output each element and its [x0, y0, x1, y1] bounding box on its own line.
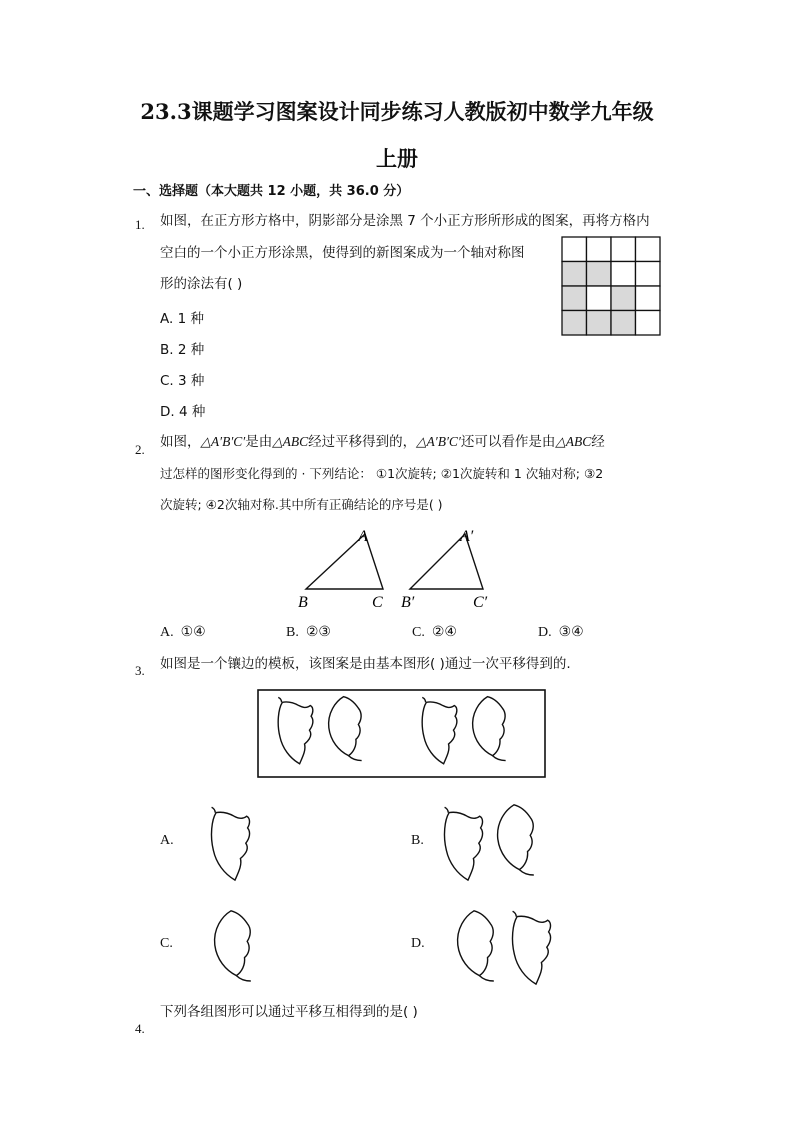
question-2-option-a[interactable]: A. ①④: [160, 625, 206, 640]
question-3-option-c-figure: [204, 905, 274, 990]
grid-cell-shaded: [587, 262, 612, 287]
option-b-leaf-1-stem: [445, 807, 449, 812]
question-2-option-d[interactable]: D. ③④: [538, 625, 584, 640]
grid-cell-shaded: [562, 311, 587, 336]
question-2-option-b[interactable]: B. ②③: [286, 625, 331, 640]
page-title-line2: 上册: [376, 146, 418, 171]
question-2-option-c[interactable]: C. ②④: [412, 625, 457, 640]
option-a-leaf-outline: [211, 812, 249, 880]
question-1-option-d[interactable]: D. 4 种: [160, 404, 206, 420]
option-a-leaf: [211, 807, 249, 880]
option-c-leaf: [215, 911, 251, 981]
option-c-leaf-outline: [215, 911, 251, 976]
question-3-option-c[interactable]: C.: [160, 936, 173, 951]
option-b-leaf-2: [498, 805, 534, 875]
grid-cell-shaded: [611, 311, 636, 336]
grid-cell-shaded: [562, 262, 587, 287]
grid-cell-blank: [587, 237, 612, 262]
question-2-line2: 过怎样的图形变化得到的 · 下列结论： ①1次旋转; ②1次旋转和 1 次轴对称; ③2: [160, 466, 604, 481]
question-3-option-b[interactable]: B.: [411, 833, 424, 848]
grid-cell-blank: [611, 237, 636, 262]
question-4-text: 下列各组图形可以通过平移互相得到的是( ): [160, 1004, 418, 1020]
leaf-b2: [473, 697, 506, 761]
section-header: 一、选择题（本大题共 12 小题，共 36.0 分）: [133, 184, 410, 199]
grid-cell-shaded: [611, 286, 636, 311]
question-1-number: 1.: [135, 217, 145, 232]
option-c-leaf-stem: [236, 976, 250, 981]
leaf-b1: [329, 697, 362, 761]
question-3-text: 如图是一个镶边的模板，该图案是由基本图形( )通过一次平移得到的.: [160, 656, 571, 672]
triangle-abc: [306, 534, 383, 589]
question-1-line2: 空白的一个小正方形涂黑，使得到的新图案成为一个轴对称图: [160, 245, 525, 261]
question-1-line3: 形的涂法有( ): [160, 276, 243, 292]
grid-cell-blank: [562, 237, 587, 262]
grid-cell-shaded: [587, 311, 612, 336]
leaf-b1-outline: [329, 697, 362, 756]
question-2-triangles-figure: [290, 520, 510, 620]
option-b-leaf-1-outline: [444, 812, 482, 880]
grid-cell-blank: [636, 237, 661, 262]
question-2-line1: 如图，△A′B′C′是由△ABC经过平移得到的，△A′B′C′还可以看作是由△ABC经: [160, 434, 605, 450]
question-3-number: 3.: [135, 663, 145, 678]
template-frame: [258, 690, 545, 777]
grid-cell-blank: [636, 311, 661, 336]
option-b-leaf-1: [444, 807, 482, 880]
question-1-option-a[interactable]: A. 1 种: [160, 311, 204, 327]
question-1-grid-figure: [561, 236, 661, 337]
option-d-leaf-1: [458, 911, 494, 981]
leaf-a2-stem: [422, 697, 425, 702]
option-a-leaf-stem: [212, 807, 216, 812]
question-2-line3: 次旋转; ④2次轴对称.其中所有正确结论的序号是( ): [160, 497, 443, 512]
label-a-prime: A′: [460, 528, 474, 545]
option-d-leaf-2-stem: [513, 911, 517, 916]
label-a: A: [358, 528, 368, 545]
page-title: 23.3课题学习图案设计同步练习人教版初中数学九年级: [140, 99, 654, 124]
leaf-b2-outline: [473, 697, 506, 756]
question-3-option-b-figure: [437, 803, 557, 888]
grid-cell-blank: [636, 286, 661, 311]
leaf-a1-outline: [278, 702, 313, 764]
option-b-leaf-2-outline: [498, 805, 534, 870]
question-1-line1: 如图，在正方形方格中，阴影部分是涂黑 7 个小正方形所形成的图案，再将方格内: [160, 213, 650, 229]
grid-cell-blank: [611, 262, 636, 287]
leaf-a1: [278, 697, 313, 763]
label-c-prime: C′: [473, 594, 488, 611]
option-d-leaf-1-outline: [458, 911, 494, 976]
question-3-option-d-figure: [447, 905, 567, 990]
grid-cell-blank: [587, 286, 612, 311]
grid-cell-blank: [636, 262, 661, 287]
option-d-leaf-2-outline: [512, 916, 550, 984]
leaf-a2-outline: [422, 702, 457, 764]
leaf-pattern: [278, 697, 505, 764]
question-3-option-a[interactable]: A.: [160, 833, 174, 848]
question-4-number: 4.: [135, 1021, 145, 1036]
question-1-option-b[interactable]: B. 2 种: [160, 342, 205, 358]
option-b-leaf-2-stem: [519, 870, 533, 875]
question-3-option-a-figure: [200, 803, 270, 888]
leaf-b1-stem: [349, 756, 362, 761]
question-2-number: 2.: [135, 442, 145, 457]
question-3-border-template-figure: [257, 689, 547, 779]
option-d-leaf-2: [512, 911, 550, 984]
leaf-b2-stem: [493, 756, 506, 761]
question-3-option-d[interactable]: D.: [411, 936, 425, 951]
label-b-prime: B′: [401, 594, 415, 611]
label-c: C: [372, 594, 383, 611]
leaf-a2: [422, 697, 457, 763]
label-b: B: [298, 594, 308, 611]
question-1-option-c[interactable]: C. 3 种: [160, 373, 205, 389]
leaf-a1-stem: [278, 697, 281, 702]
option-d-leaf-1-stem: [479, 976, 493, 981]
grid-cell-shaded: [562, 286, 587, 311]
